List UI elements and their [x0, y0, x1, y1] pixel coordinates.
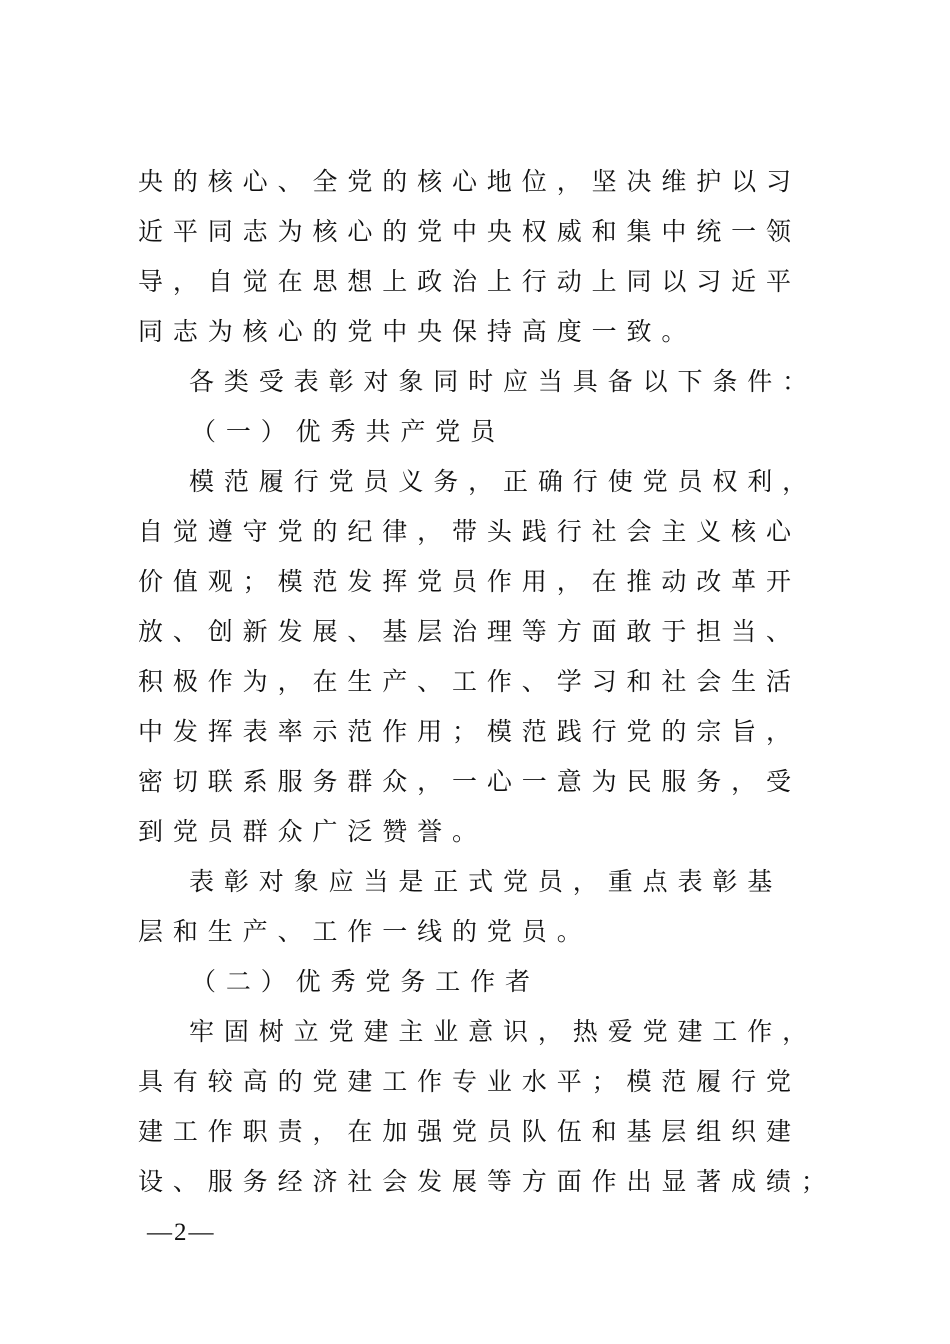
body-line-14: 到 党 员 群 众 广 泛 赞 誉 。: [138, 817, 478, 846]
paragraph-intro-line: 各 类 受 表 彰 对 象 同 时 应 当 具 备 以 下 条 件 ：: [189, 367, 808, 396]
body-line-2: 近 平 同 志 为 核 心 的 党 中 央 权 威 和 集 中 统 一 领: [138, 217, 792, 246]
body-line-13: 密 切 联 系 服 务 群 众 ， 一 心 一 意 为 民 服 务 ， 受: [138, 767, 792, 796]
body-line-7: 模 范 履 行 党 员 义 务 ， 正 确 行 使 党 员 权 利 ，: [189, 467, 808, 496]
section-heading-2: （ 二 ） 优 秀 党 务 工 作 者: [191, 967, 531, 996]
body-line-19: 具 有 较 高 的 党 建 工 作 专 业 水 平 ； 模 范 履 行 党: [138, 1067, 792, 1096]
body-line-4: 同 志 为 核 心 的 党 中 央 保 持 高 度 一 致 。: [138, 317, 687, 346]
section-heading-1: （ 一 ） 优 秀 共 产 党 员: [191, 417, 496, 446]
body-line-8: 自 觉 遵 守 党 的 纪 律 ， 带 头 践 行 社 会 主 义 核 心: [138, 517, 792, 546]
body-line-18: 牢 固 树 立 党 建 主 业 意 识 ， 热 爱 党 建 工 作 ，: [189, 1017, 808, 1046]
body-line-1: 央 的 核 心 、 全 党 的 核 心 地 位 ， 坚 决 维 护 以 习: [138, 167, 792, 196]
page-number: —2—: [147, 1219, 216, 1246]
body-line-11: 积 极 作 为 ， 在 生 产 、 工 作 、 学 习 和 社 会 生 活: [138, 667, 792, 696]
body-line-15: 表 彰 对 象 应 当 是 正 式 党 员 ， 重 点 表 彰 基: [189, 867, 773, 896]
body-line-20: 建 工 作 职 责 ， 在 加 强 党 员 队 伍 和 基 层 组 织 建: [138, 1117, 792, 1146]
body-line-16: 层 和 生 产 、 工 作 一 线 的 党 员 。: [138, 917, 582, 946]
body-line-9: 价 值 观 ； 模 范 发 挥 党 员 作 用 ， 在 推 动 改 革 开: [138, 567, 792, 596]
body-line-10: 放 、 创 新 发 展 、 基 层 治 理 等 方 面 敢 于 担 当 、: [138, 617, 792, 646]
body-line-12: 中 发 挥 表 率 示 范 作 用 ； 模 范 践 行 党 的 宗 旨 ，: [138, 717, 792, 746]
body-line-21: 设 、 服 务 经 济 社 会 发 展 等 方 面 作 出 显 著 成 绩 ；: [138, 1167, 826, 1196]
body-line-3: 导 ， 自 觉 在 思 想 上 政 治 上 行 动 上 同 以 习 近 平: [138, 267, 792, 296]
